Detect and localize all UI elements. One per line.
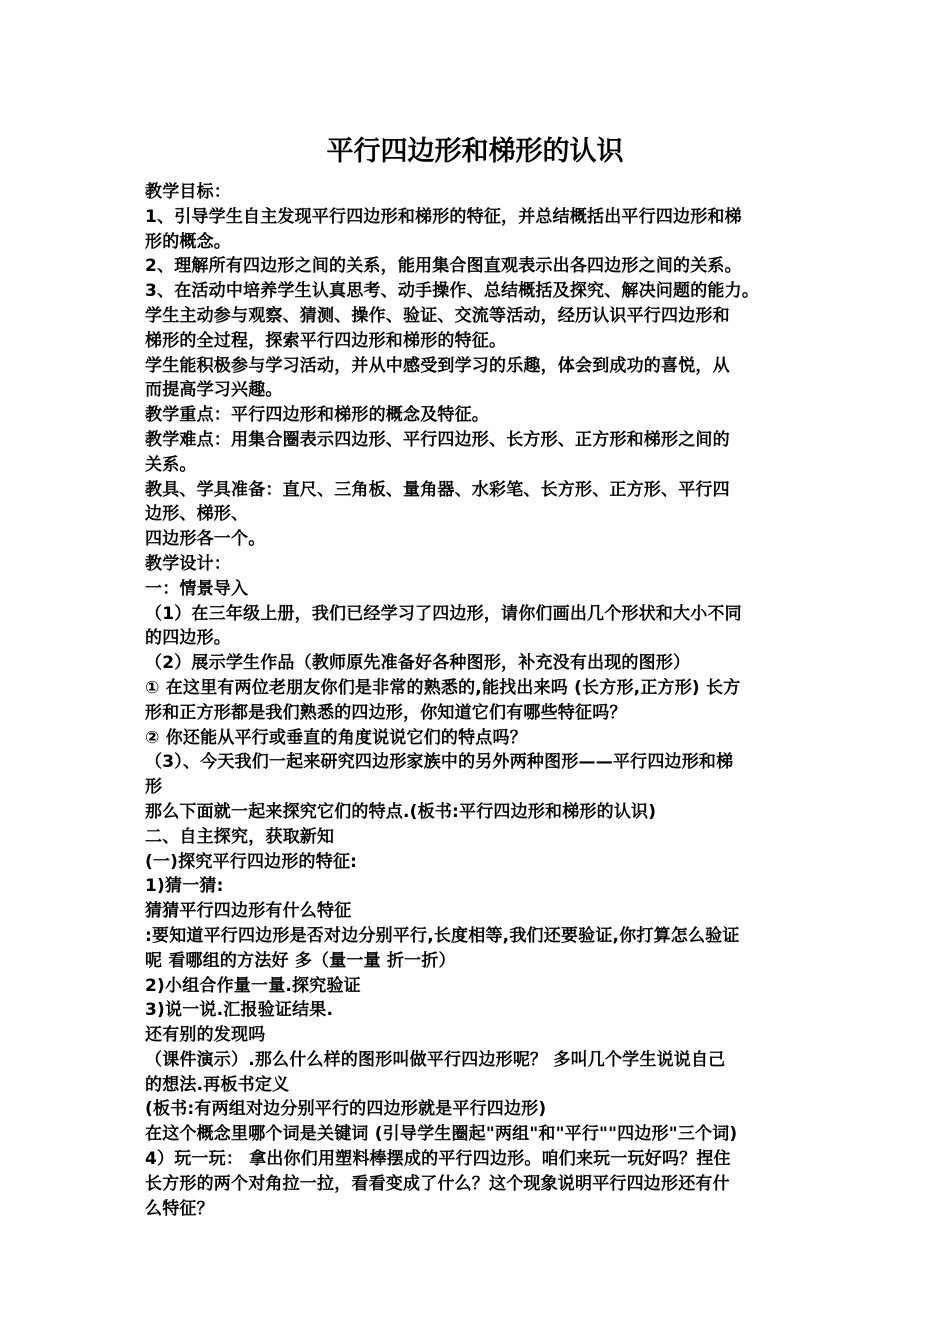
text-line: （3）、今天我们一起来研究四边形家族中的另外两种图形——平行四边形和梯 [145,752,734,773]
text-line: 2、理解所有四边形之间的关系，能用集合图直观表示出各四边形之间的关系。 [145,256,742,277]
text-line: 教学设计： [145,553,231,574]
text-line: 教学重点：平行四边形和梯形的概念及特征。 [145,405,489,426]
text-line: 学生主动参与观察、猜测、操作、验证、交流等活动，经历认识平行四边形和 [145,305,730,326]
document-page [145,128,825,1221]
text-line: 3)说一说.汇报验证结果. [145,1000,334,1021]
text-line: 教具、学具准备：直尺、三角板、量角器、水彩笔、长方形、正方形、平行四 [145,479,730,500]
text-line: 而提高学习兴趣。 [145,380,283,401]
text-line: 么特征？ [145,1198,214,1219]
text-line: 形的概念。 [145,231,231,252]
text-line: （课件演示）.那么什么样的图形叫做平行四边形呢？ 多叫几个学生说说自己 [145,1049,726,1070]
text-line: :要知道平行四边形是否对边分别平行,长度相等,我们还要验证,你打算怎么验证 [145,925,740,946]
text-line: 的四边形。 [145,628,231,649]
text-line: 2)小组合作量一量.探究验证 [145,975,361,996]
document-body [145,180,825,1221]
text-line: （2）展示学生作品（教师原先准备好各种图形，补充没有出现的图形） [145,653,691,674]
text-line: 一：情景导入 [145,578,249,599]
text-line: 教学目标： [145,182,231,202]
text-line: 那么下面就一起来探究它们的特点.(板书:平行四边形和梯形的认识) [145,801,657,822]
text-line: 3、在活动中培养学生认真思考、动手操作、总结概括及探究、解决问题的能力。 [145,281,760,302]
text-line: ① 在这里有两位老朋友你们是非常的熟悉的,能找出来吗 (长方形,正方形) 长方 [145,677,741,698]
text-line: 四边形各一个。 [145,529,266,550]
text-line: (一)探究平行四边形的特征: [145,851,358,872]
text-line: 猜猜平行四边形有什么特征 [145,901,352,922]
text-line: 教学难点：用集合圈表示四边形、平行四边形、长方形、正方形和梯形之间的 [145,429,730,450]
text-line: 1)猜一猜: [145,876,224,897]
text-line: 关系。 [145,454,197,475]
text-line: 呢 看哪组的方法好 多（量一量 折一折） [145,950,456,971]
text-line: ② 你还能从平行或垂直的角度说说它们的特点吗？ [145,727,527,748]
text-line: 4）玩一玩： 拿出你们用塑料棒摆成的平行四边形。咱们来玩一玩好吗？捏住 [145,1149,731,1170]
text-line: 二、自主探究，获取新知 [145,826,335,847]
document-title: 平行四边形和梯形的认识 [326,136,624,167]
text-line: 在这个概念里哪个词是关键词 (引导学生圈起"两组"和"平行""四边形"三个词) [145,1124,738,1145]
text-line: 长方形的两个对角拉一拉，看看变成了什么？这个现象说明平行四边形还有什 [145,1173,730,1194]
text-line: 形和正方形都是我们熟悉的四边形，你知道它们有哪些特征吗？ [145,702,627,723]
text-line: (板书:有两组对边分别平行的四边形就是平行四边形) [145,1099,547,1120]
text-line: 形 [145,777,163,798]
text-line: （1）在三年级上册，我们已经学习了四边形，请你们画出几个形状和大小不同 [145,603,742,624]
text-line: 还有别的发现吗 [145,1025,266,1046]
text-line: 学生能积极参与学习活动，并从中感受到学习的乐趣，体会到成功的喜悦，从 [145,355,730,376]
text-line: 的想法.再板书定义 [145,1074,290,1095]
text-line: 1、引导学生自主发现平行四边形和梯形的特征，并总结概括出平行四边形和梯 [145,206,742,227]
text-line: 边形、梯形、 [145,504,249,525]
text-line: 梯形的全过程，探索平行四边形和梯形的特征。 [145,330,507,351]
